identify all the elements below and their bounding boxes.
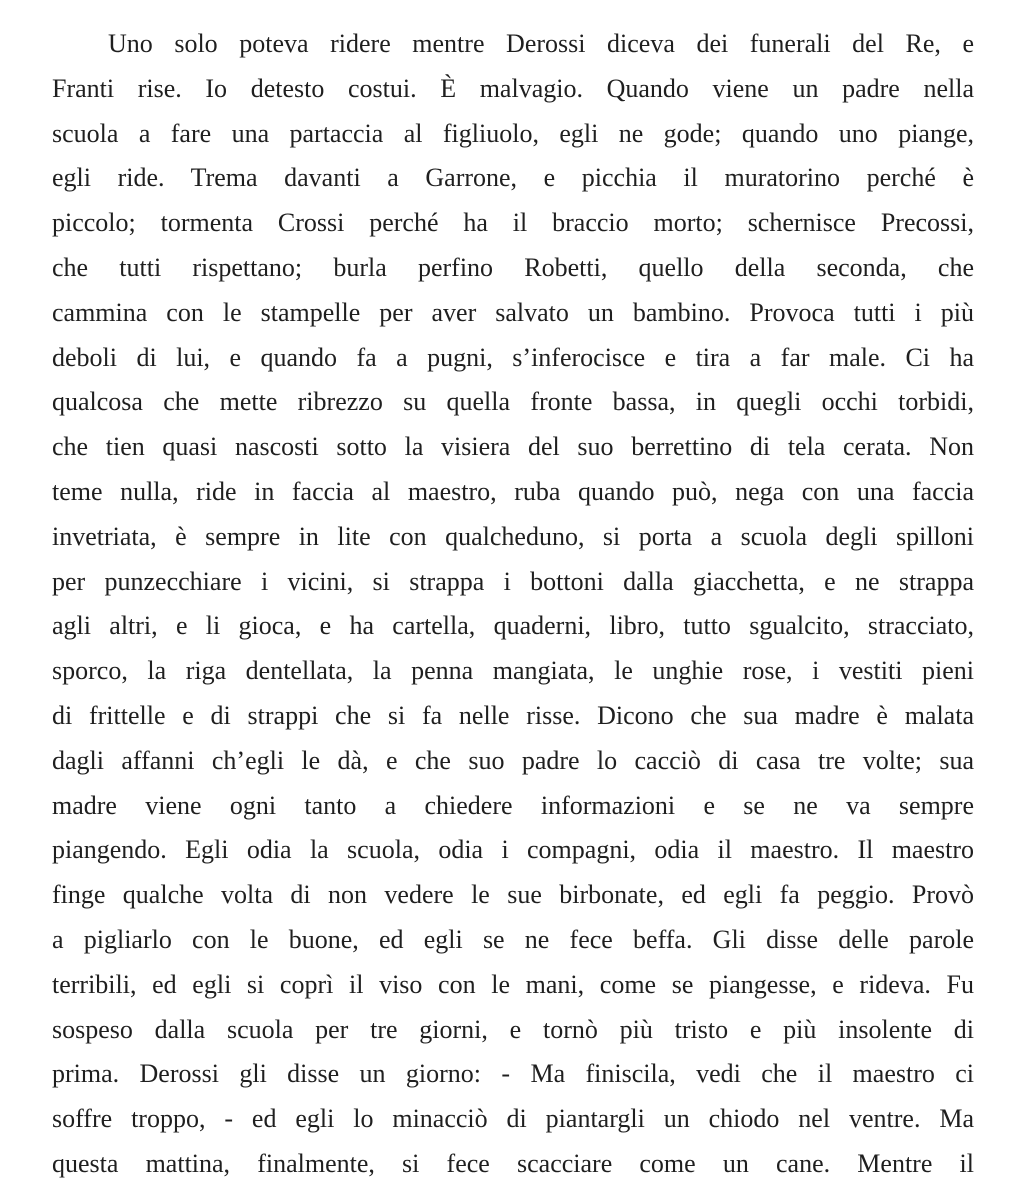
text-line: soffre troppo, - ed egli lo minacciò di piantargli un chiodo nel ventre. Ma	[52, 1104, 974, 1134]
text-line: qualcosa che mette ribrezzo su quella fronte bassa, in quegli occhi torbidi,	[52, 387, 974, 417]
text-line: teme nulla, ride in faccia al maestro, ruba quando può, nega con una faccia	[52, 476, 974, 506]
body-paragraph	[52, 22, 974, 1187]
text-line: agli altri, e li gioca, e ha cartella, quaderni, libro, tutto sgualcito, stracciato,	[52, 611, 974, 641]
document-page	[52, 22, 974, 1187]
text-line: invetriata, è sempre in lite con qualcheduno, si porta a scuola degli spilloni	[52, 521, 974, 551]
text-line: di frittelle e di strappi che si fa nelle risse. Dicono che sua madre è malata	[52, 700, 974, 730]
text-line: madre viene ogni tanto a chiedere informazioni e se ne va sempre	[52, 790, 974, 820]
text-line: sporco, la riga dentellata, la penna mangiata, le unghie rose, i vestiti pieni	[52, 656, 974, 686]
text-line: che tien quasi nascosti sotto la visiera del suo berrettino di tela cerata. Non	[52, 432, 974, 462]
text-line: dagli affanni ch’egli le dà, e che suo padre lo cacciò di casa tre volte; sua	[52, 745, 974, 775]
text-line: questa mattina, finalmente, si fece scacciare come un cane. Mentre il	[52, 1148, 974, 1178]
text-line: piangendo. Egli odia la scuola, odia i compagni, odia il maestro. Il maestro	[52, 835, 974, 865]
text-line: che tutti rispettano; burla perfino Robetti, quello della seconda, che	[52, 252, 974, 282]
text-line: per punzecchiare i vicini, si strappa i bottoni dalla giacchetta, e ne strappa	[52, 566, 974, 596]
text-line: Franti rise. Io detesto costui. È malvagio. Quando viene un padre nella	[52, 73, 974, 103]
text-line: a pigliarlo con le buone, ed egli se ne fece beffa. Gli disse delle parole	[52, 924, 974, 954]
text-line: egli ride. Trema davanti a Garrone, e picchia il muratorino perché è	[52, 163, 974, 193]
text-line: terribili, ed egli si coprì il viso con le mani, come se piangesse, e rideva. Fu	[52, 969, 974, 999]
text-line: cammina con le stampelle per aver salvato un bambino. Provoca tutti i più	[52, 297, 974, 327]
text-line: scuola a fare una partaccia al figliuolo, egli ne gode; quando uno piange,	[52, 118, 974, 148]
text-line: sospeso dalla scuola per tre giorni, e tornò più tristo e più insolente di	[52, 1014, 974, 1044]
text-line: deboli di lui, e quando fa a pugni, s’inferocisce e tira a far male. Ci ha	[52, 342, 974, 372]
text-line: prima. Derossi gli disse un giorno: - Ma finiscila, vedi che il maestro ci	[52, 1059, 974, 1089]
text-line: piccolo; tormenta Crossi perché ha il braccio morto; schernisce Precossi,	[52, 208, 974, 238]
text-line: Uno solo poteva ridere mentre Derossi diceva dei funerali del Re, e	[108, 29, 974, 58]
text-line: finge qualche volta di non vedere le sue birbonate, ed egli fa peggio. Provò	[52, 880, 974, 910]
